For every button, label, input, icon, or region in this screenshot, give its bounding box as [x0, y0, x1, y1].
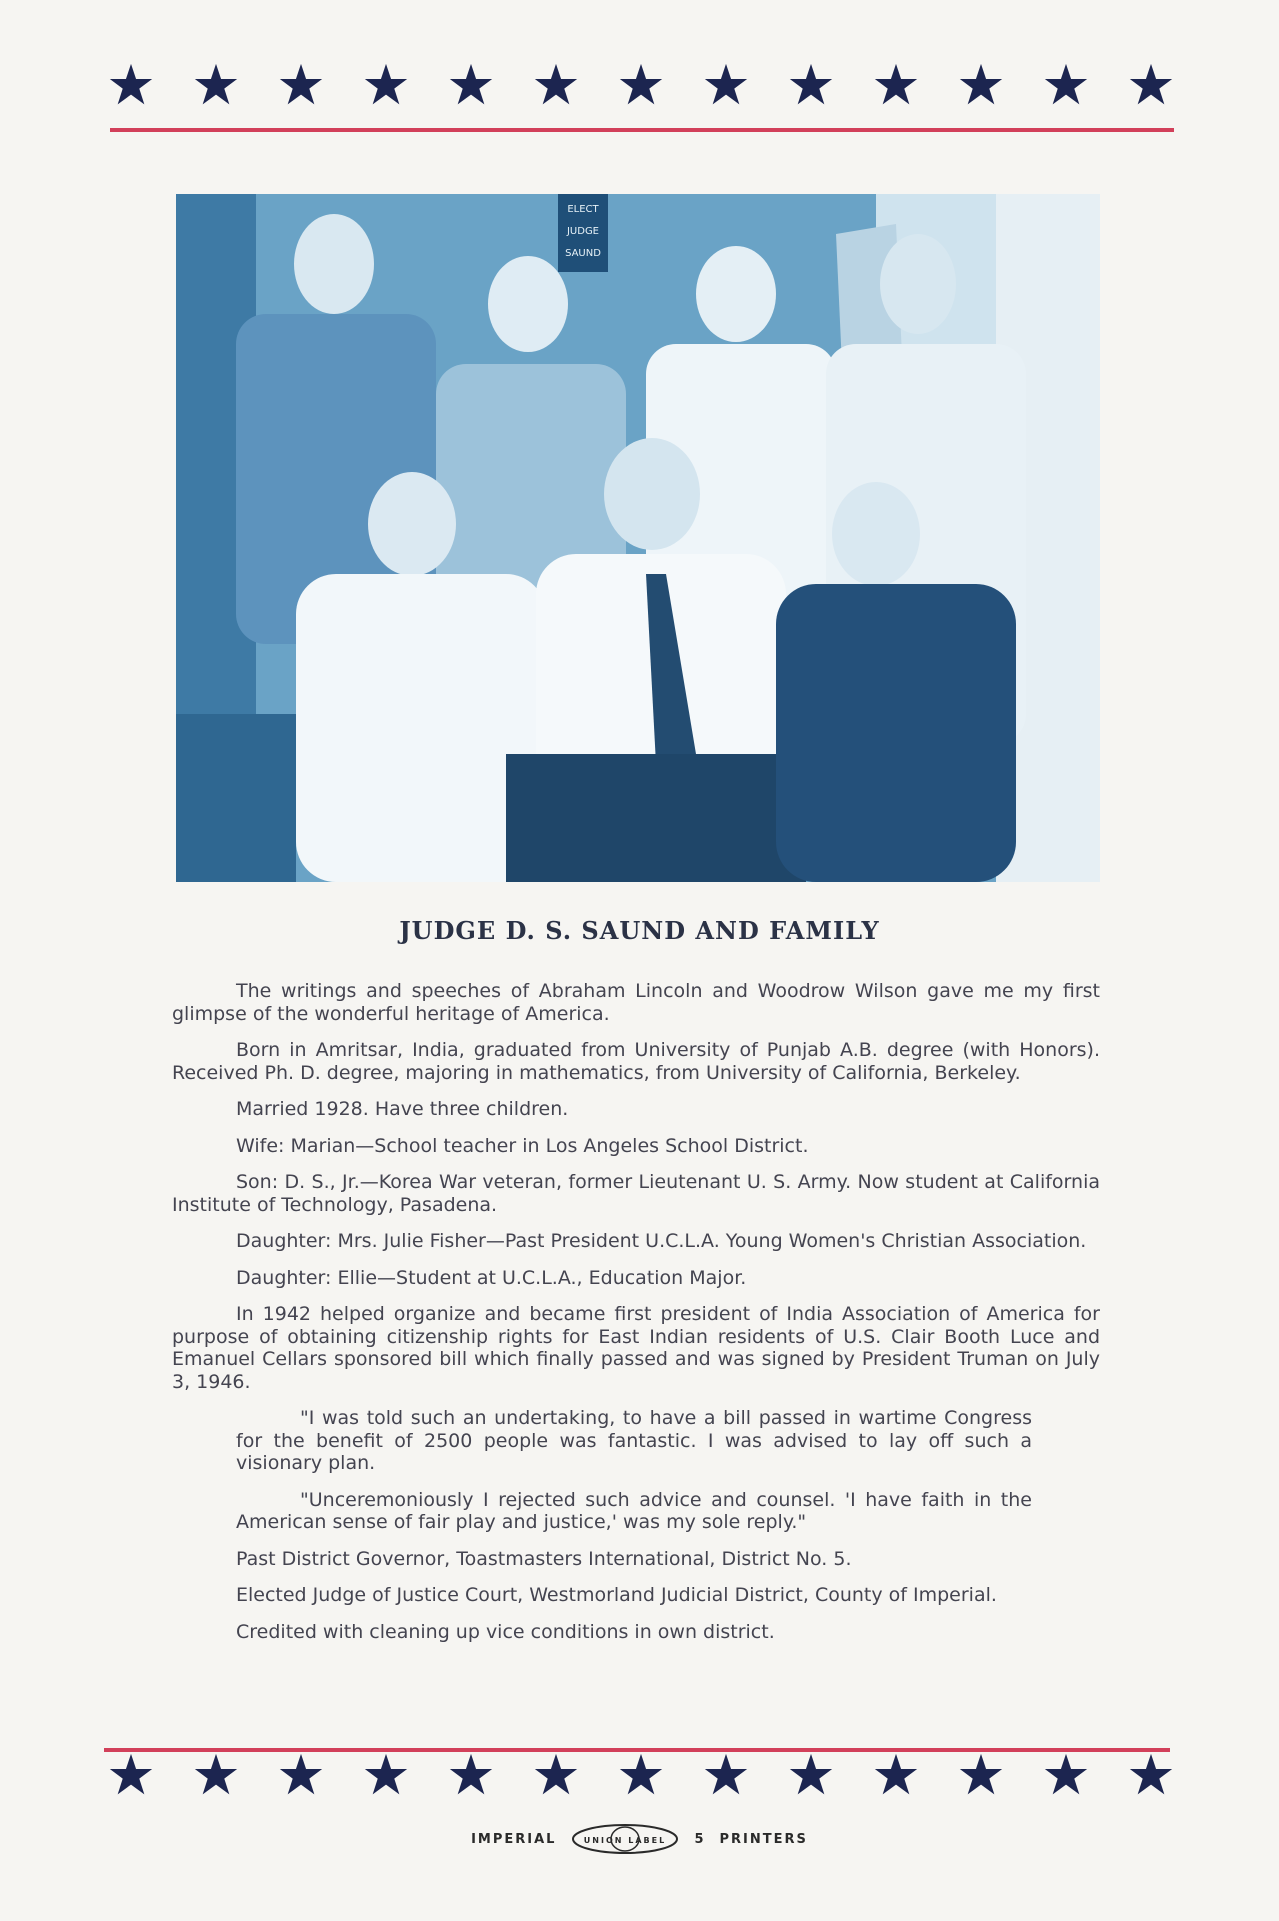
star-icon [363, 62, 409, 108]
paragraph-wife: Wife: Marian—School teacher in Los Angeles School District. [236, 1134, 809, 1157]
star-icon [1128, 1752, 1174, 1798]
star-icon [278, 1752, 324, 1798]
quote-undertaking: "I was told such an undertaking, to have a bill passed in wartime Congress for the benefit of 2500 people was fantastic. I was advised to lay off such a visionary plan. [236, 1407, 1032, 1474]
paragraph-daughter-julie: Daughter: Mrs. Julie Fisher—Past President U.C.L.A. Young Women's Christian Association. [236, 1230, 1087, 1252]
paragraph-daughter-ellie: Daughter: Ellie—Student at U.C.L.A., Education Major. [236, 1266, 747, 1289]
star-icon [958, 62, 1004, 108]
star-icon [448, 62, 494, 108]
star-icon [533, 1752, 579, 1798]
star-icon [1043, 1752, 1089, 1798]
star-icon [448, 1752, 494, 1798]
star-icon [363, 1752, 409, 1798]
star-icon [618, 62, 664, 108]
star-icon [873, 62, 919, 108]
top-red-rule [110, 128, 1174, 132]
page-title: JUDGE D. S. SAUND AND FAMILY [399, 916, 880, 945]
star-icon [873, 1752, 919, 1798]
biography-text [172, 980, 1100, 1657]
star-icon [788, 62, 834, 108]
star-icon [1128, 62, 1174, 108]
star-icon [788, 1752, 834, 1798]
paragraph-toastmasters: Past District Governor, Toastmasters International, District No. 5. [236, 1547, 852, 1570]
star-icon [1043, 62, 1089, 108]
star-icon [958, 1752, 1004, 1798]
star-icon [193, 1752, 239, 1798]
paragraph-heritage: The writings and speeches of Abraham Lincoln and Woodrow Wilson gave me my first glimpse of the wonderful heritage of America. [172, 980, 1100, 1025]
star-icon [703, 62, 749, 108]
star-icon [533, 62, 579, 108]
paragraph-judge: Elected Judge of Justice Court, Westmorland Judicial District, County of Imperial. [236, 1584, 997, 1606]
paragraph-india-association: In 1942 helped organize and became first president of India Association of America for purpose of obtaining citizenship rights for East Indian residents of U.S. Clair Booth Luce and Emanuel Cellars sponsored bill which finally passed and was signed by President Truman on July 3, 1946. [172, 1303, 1100, 1393]
union-label-bug-icon [570, 1822, 680, 1856]
sign-line-1: ELECT [567, 204, 599, 215]
imprint-imperial: IMPERIAL [471, 1831, 557, 1847]
printer-imprint [0, 1822, 1279, 1856]
family-photograph [176, 194, 1100, 882]
imprint-printers: PRINTERS [719, 1831, 808, 1847]
imprint-number: 5 [694, 1831, 706, 1847]
top-star-border [108, 62, 1174, 108]
star-icon [108, 1752, 154, 1798]
paragraph-vice: Credited with cleaning up vice conditions in own district. [236, 1620, 775, 1643]
quote-reply: "Unceremoniously I rejected such advice and counsel. 'I have faith in the American sense of fair play and justice,' was my sole reply." [236, 1488, 1032, 1533]
sign-line-3: SAUND [565, 248, 601, 259]
star-icon [108, 62, 154, 108]
star-icon [278, 62, 324, 108]
star-icon [193, 62, 239, 108]
star-icon [618, 1752, 664, 1798]
sign-line-2: JUDGE [566, 226, 600, 237]
paragraph-education: Born in Amritsar, India, graduated from University of Punjab A.B. degree (with Honors). Received Ph. D. degree, majoring in mathematics, from University of California, Berkeley. [172, 1039, 1100, 1084]
bottom-star-border [108, 1752, 1174, 1798]
paragraph-married: Married 1928. Have three children. [236, 1098, 569, 1120]
union-label-text: UNION LABEL [584, 1836, 667, 1845]
paragraph-son: Son: D. S., Jr.—Korea War veteran, former Lieutenant U. S. Army. Now student at California Institute of Technology, Pasadena. [172, 1171, 1100, 1216]
star-icon [703, 1752, 749, 1798]
